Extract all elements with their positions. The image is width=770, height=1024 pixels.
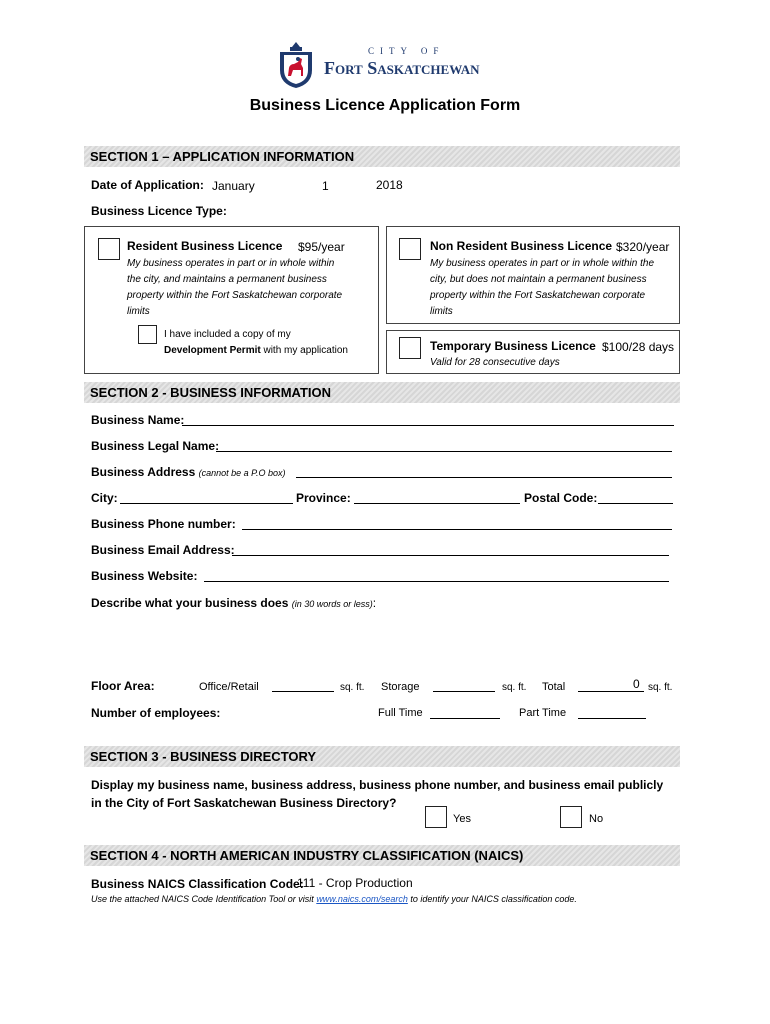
section2-header [84,382,680,403]
employees-label: Number of employees: [91,706,221,720]
total-label: Total [542,681,566,693]
section4-header [84,845,680,866]
city-label: City: [91,491,118,505]
address-label [91,465,286,479]
describe-field[interactable] [91,614,673,672]
development-permit-line1: I have included a copy of my [164,329,291,340]
legal-name-label: Business Legal Name: [91,439,220,453]
nonresident-licence-description [430,256,675,320]
nonresident-desc-line3: property within the Fort Saskatchewan corporate [430,290,646,301]
nonresident-licence-checkbox[interactable] [399,238,421,260]
website-label: Business Website: [91,569,198,583]
city-logo [276,40,496,90]
resident-licence-title: Resident Business Licence [127,239,283,253]
nonresident-desc-line2: city, but does not maintain a permanent business [430,274,647,285]
logo-top-text: CITY OF [368,46,445,56]
temporary-licence-checkbox[interactable] [399,337,421,359]
directory-no-checkbox[interactable] [560,806,582,828]
date-label-text: Date of Application [91,178,200,192]
total-field[interactable] [578,691,644,692]
email-label: Business Email Address: [91,543,235,557]
office-retail-field[interactable] [272,691,334,692]
section4-title: SECTION 4 - NORTH AMERICAN INDUSTRY CLASSIFICATION (NAICS) [90,848,524,863]
resident-desc-line2: the city, and maintains a permanent business [127,274,327,285]
temporary-licence-price: $100/28 days [602,340,675,354]
total-sqft-label: sq. ft. [648,682,673,693]
licence-type-label: Business Licence Type: [91,204,227,218]
naics-note-after: to identify your NAICS classification code. [410,894,577,904]
crest-icon [276,40,316,90]
resident-licence-price: $95/year [298,240,345,254]
directory-question-line1: Display my business name, business address, business phone number, and business email publicly [91,778,664,792]
describe-note: (in 30 words or less) [291,599,373,609]
city-field[interactable] [120,503,293,504]
nonresident-licence-title: Non Resident Business Licence [430,239,613,253]
legal-name-text: Business Legal Name [91,439,216,453]
date-year[interactable]: 2018 [376,178,403,192]
postal-code-text: Postal Code [524,491,594,505]
business-name-label: Business Name: [91,413,185,427]
resident-licence-description [127,256,367,320]
postal-code-label: Postal Code: [524,491,598,505]
address-field[interactable] [296,477,672,478]
storage-label: Storage [381,681,420,693]
business-name-field[interactable] [182,425,674,426]
directory-yes-checkbox[interactable] [425,806,447,828]
logo-name-text: Fort Saskatchewan [324,58,480,78]
directory-no-label: No [589,813,604,825]
licence-type-text: Business Licence Type [91,204,223,218]
business-name-text: Business Name [91,413,181,427]
storage-sqft-label: sq. ft. [502,682,527,693]
nonresident-desc-line4: limits [430,306,453,317]
section3-title: SECTION 3 - BUSINESS DIRECTORY [90,749,317,764]
website-field[interactable] [204,581,669,582]
directory-yes-label: Yes [453,813,471,825]
date-month[interactable]: January [212,179,255,193]
full-time-field[interactable] [430,718,500,719]
resident-desc-line3: property within the Fort Saskatchewan corporate [127,290,343,301]
naics-note-before: Use the attached NAICS Code Identification Tool or visit [91,894,314,904]
development-permit-rest: with my application [263,345,348,356]
section1-title: SECTION 1 – APPLICATION INFORMATION [90,149,355,164]
province-label: Province: [296,491,351,505]
development-permit-bold: Development Permit [164,345,261,356]
city-text: City [91,491,114,505]
form-title: Business Licence Application Form [249,97,521,114]
describe-label: Describe what your business does (in 30 words or less): [91,596,377,610]
floor-area-text: Floor Area [91,679,151,693]
temporary-licence-description: Valid for 28 consecutive days [430,357,560,368]
date-label: Date of Application: [91,178,204,192]
office-sqft-label: sq. ft. [340,682,365,693]
legal-name-field[interactable] [216,451,672,452]
section2-title: SECTION 2 - BUSINESS INFORMATION [90,385,331,400]
directory-question-line2: in the City of Fort Saskatchewan Business Directory? [91,796,397,810]
describe-text: Describe what your business does [91,596,289,610]
naics-link[interactable]: www.naics.com/search [316,894,408,904]
province-text: Province [296,491,347,505]
part-time-label: Part Time [519,707,567,719]
resident-desc-line4: limits [127,306,150,317]
naics-code-value[interactable]: 111 - Crop Production [297,876,413,890]
resident-desc-line1: My business operates in part or in whole within [127,258,335,269]
floor-area-label: Floor Area: [91,679,155,693]
date-day[interactable]: 1 [322,179,329,193]
resident-licence-checkbox[interactable] [98,238,120,260]
address-note: (cannot be a P.O box) [198,468,286,478]
development-permit-checkbox[interactable] [138,325,157,344]
storage-field[interactable] [433,691,495,692]
full-time-label: Full Time [378,707,423,719]
part-time-field[interactable] [578,718,646,719]
total-value[interactable]: 0 [633,677,640,691]
office-retail-label: Office/Retail [199,681,259,693]
province-field[interactable] [354,503,520,504]
temporary-licence-title: Temporary Business Licence [430,339,596,353]
naics-note [91,894,577,904]
website-text: Business Website [91,569,194,583]
nonresident-licence-price: $320/year [616,240,670,254]
section3-header [84,746,680,767]
postal-code-field[interactable] [598,503,673,504]
section1-header [84,146,680,167]
email-field[interactable] [232,555,669,556]
phone-field[interactable] [242,529,672,530]
nonresident-desc-line1: My business operates in part or in whole within the [430,258,655,269]
development-permit-line2 [164,345,348,356]
phone-label: Business Phone number: [91,517,236,531]
address-text: Business Address [91,465,196,479]
naics-code-label: Business NAICS Classification Code: [91,877,304,891]
